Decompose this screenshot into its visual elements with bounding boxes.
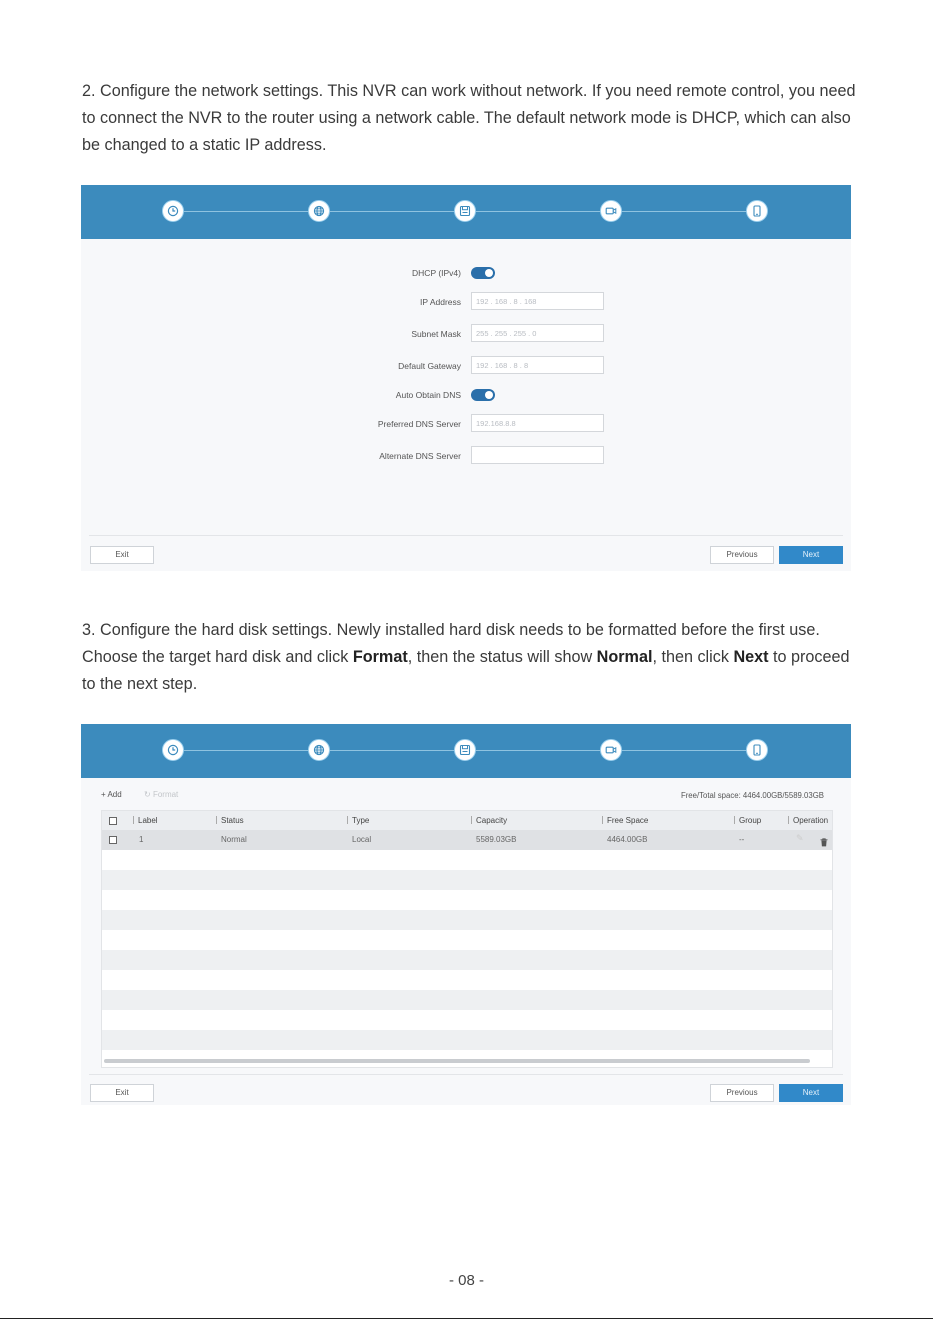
subnet-mask-label: Subnet Mask bbox=[411, 329, 461, 339]
preferred-dns-field[interactable]: 192.168.8.8 bbox=[471, 414, 604, 432]
normal-bold: Normal bbox=[596, 647, 653, 666]
globe-icon[interactable] bbox=[308, 200, 330, 222]
table-row bbox=[102, 870, 832, 890]
cell-capacity: 5589.03GB bbox=[476, 835, 517, 844]
select-all-checkbox[interactable] bbox=[109, 817, 117, 825]
table-row bbox=[102, 950, 832, 970]
ip-address-field[interactable]: 192 . 168 . 8 . 168 bbox=[471, 292, 604, 310]
previous-button[interactable]: Previous bbox=[710, 546, 774, 564]
format-button-label: Format bbox=[152, 790, 179, 799]
refresh-icon: ↻ bbox=[144, 790, 153, 799]
section-3-paragraph bbox=[82, 617, 862, 697]
footer-divider bbox=[89, 535, 843, 536]
default-gateway-label: Default Gateway bbox=[398, 361, 461, 371]
clock-icon[interactable] bbox=[162, 739, 184, 761]
cell-type: Local bbox=[352, 835, 372, 844]
alternate-dns-label: Alternate DNS Server bbox=[379, 451, 461, 461]
row-checkbox[interactable] bbox=[109, 836, 117, 844]
next-bold: Next bbox=[733, 647, 769, 666]
cell-free-space: 4464.00GB bbox=[607, 835, 648, 844]
format-bold: Format bbox=[352, 647, 408, 666]
column-header: Group bbox=[734, 816, 761, 825]
section-3-text-d: to proceed to the next step. bbox=[82, 647, 850, 693]
column-header: Capacity bbox=[471, 816, 507, 825]
column-header: Status bbox=[216, 816, 244, 825]
next-button[interactable]: Next bbox=[779, 546, 843, 564]
section-2-paragraph: 2. Configure the network settings. This NVR can work without network. If you need remote control, you need to connect the NVR to the router using a network cable. The default network mode is DHCP, which can also be changed to a static IP address. bbox=[82, 82, 856, 154]
network-settings-screen bbox=[81, 185, 851, 571]
dhcp-toggle[interactable] bbox=[471, 267, 495, 279]
disk-settings-screen bbox=[81, 724, 851, 1105]
cell-group: -- bbox=[739, 835, 745, 844]
trash-icon[interactable] bbox=[820, 834, 828, 843]
auto-dns-label: Auto Obtain DNS bbox=[395, 390, 461, 400]
table-header bbox=[102, 811, 832, 830]
bottom-rule bbox=[0, 1318, 933, 1319]
table-row bbox=[102, 990, 832, 1010]
table-row[interactable] bbox=[102, 830, 832, 850]
subnet-mask-field[interactable]: 255 . 255 . 255 . 0 bbox=[471, 324, 604, 342]
table-row bbox=[102, 910, 832, 930]
column-header: Label bbox=[133, 816, 158, 825]
cell-label: 1 bbox=[139, 835, 144, 844]
table-row bbox=[102, 970, 832, 990]
table-row bbox=[102, 930, 832, 950]
next-button[interactable]: Next bbox=[779, 1084, 843, 1102]
auto-dns-toggle[interactable] bbox=[471, 389, 495, 401]
exit-button[interactable]: Exit bbox=[90, 1084, 154, 1102]
wizard-step-bar bbox=[81, 185, 851, 239]
previous-button[interactable]: Previous bbox=[710, 1084, 774, 1102]
section-3-text-b: , then the status will show bbox=[407, 647, 597, 666]
edit-icon[interactable]: ✎ bbox=[796, 833, 804, 843]
table-row bbox=[102, 850, 832, 870]
column-header: Operation bbox=[788, 816, 828, 825]
format-button[interactable] bbox=[144, 790, 178, 799]
column-header: Free Space bbox=[602, 816, 648, 825]
table-row bbox=[102, 890, 832, 910]
free-total-space: Free/Total space: 4464.00GB/5589.03GB bbox=[680, 791, 824, 800]
phone-icon[interactable] bbox=[746, 200, 768, 222]
exit-button[interactable]: Exit bbox=[90, 546, 154, 564]
table-row bbox=[102, 1030, 832, 1050]
disk-icon[interactable] bbox=[454, 200, 476, 222]
camera-icon[interactable] bbox=[600, 200, 622, 222]
disk-icon[interactable] bbox=[454, 739, 476, 761]
section-3-text-c: , then click bbox=[652, 647, 734, 666]
ip-address-label: IP Address bbox=[420, 297, 461, 307]
section-3-text-a: 3. Configure the hard disk settings. Newly installed hard disk needs to be formatted before the first use. Choose the target hard disk and click bbox=[82, 621, 820, 666]
default-gateway-field[interactable]: 192 . 168 . 8 . 8 bbox=[471, 356, 604, 374]
disk-table bbox=[101, 810, 833, 1068]
page-number: - 08 - bbox=[448, 1272, 484, 1289]
clock-icon[interactable] bbox=[162, 200, 184, 222]
add-button[interactable]: + Add bbox=[101, 790, 122, 799]
alternate-dns-field[interactable] bbox=[471, 446, 604, 464]
camera-icon[interactable] bbox=[600, 739, 622, 761]
cell-status: Normal bbox=[221, 835, 247, 844]
preferred-dns-label: Preferred DNS Server bbox=[377, 419, 461, 429]
horizontal-scrollbar[interactable] bbox=[104, 1059, 810, 1063]
footer-divider bbox=[89, 1074, 843, 1075]
table-row bbox=[102, 1010, 832, 1030]
phone-icon[interactable] bbox=[746, 739, 768, 761]
globe-icon[interactable] bbox=[308, 739, 330, 761]
wizard-step-bar bbox=[81, 724, 851, 778]
column-header: Type bbox=[347, 816, 369, 825]
dhcp-label: DHCP (IPv4) bbox=[412, 268, 461, 278]
